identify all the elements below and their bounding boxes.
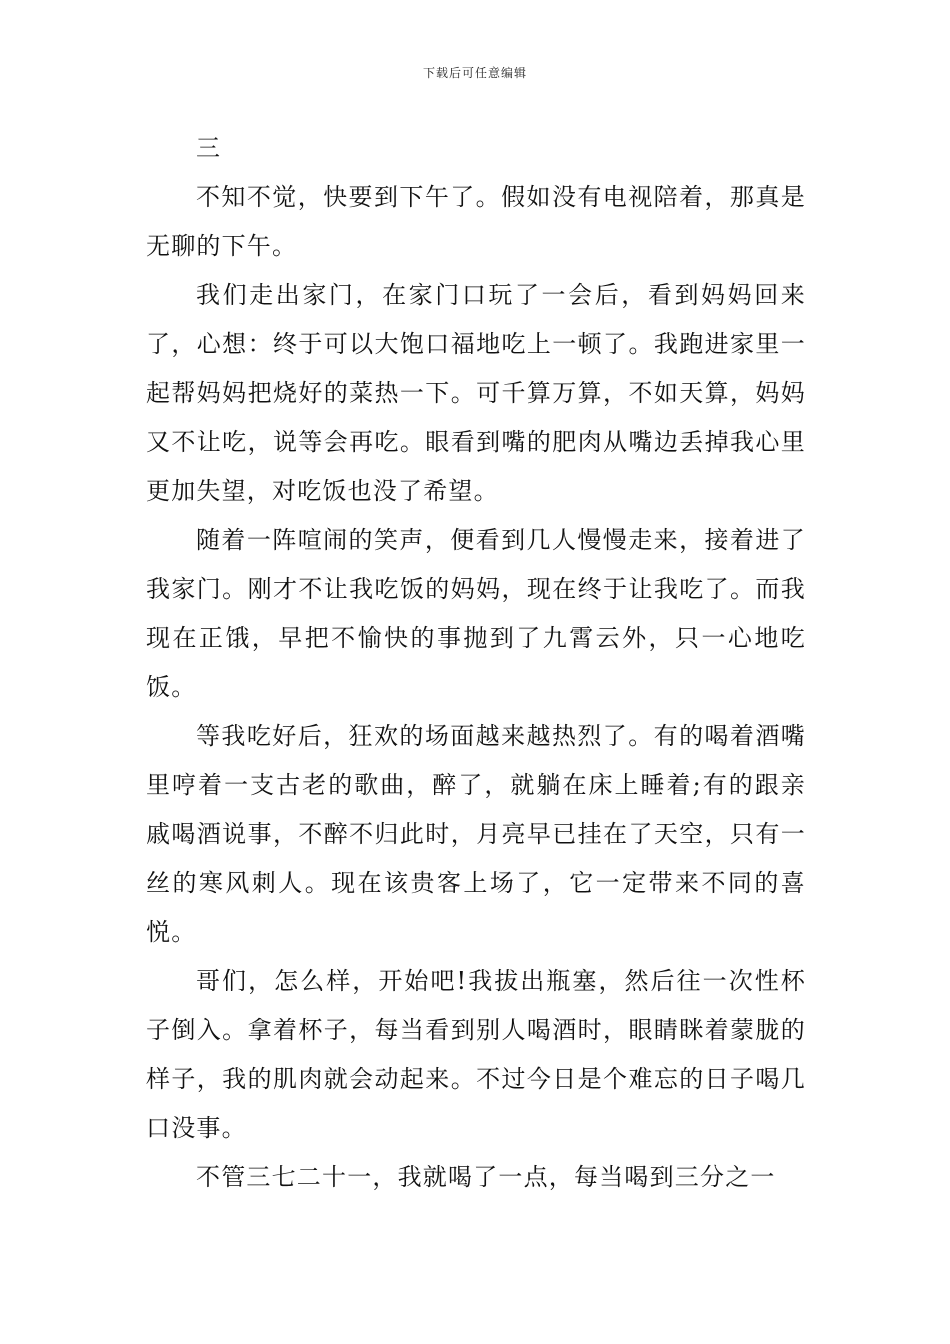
section-heading: 三 [196,134,222,162]
document-body [146,124,806,1202]
paragraph: 不管三七二十一，我就喝了一点，每当喝到三分之一 [196,1163,776,1191]
paragraph: 哥们，怎么样，开始吧!我拔出瓶塞，然后往一次性杯子倒入。拿着杯子，每当看到别人喝酒时，眼睛眯着蒙胧的样子，我的肌肉就会动起来。不过今日是个难忘的日子喝几口没事。 [146,967,806,1142]
paragraph: 我们走出家门，在家门口玩了一会后，看到妈妈回来了，心想：终于可以大饱口福地吃上一顿了。我跑进家里一起帮妈妈把烧好的菜热一下。可千算万算，不如天算，妈妈又不让吃，说等会再吃。眼看到嘴的肥肉从嘴边丢掉我心里更加失望，对吃饭也没了希望。 [146,281,806,505]
paragraph: 等我吃好后，狂欢的场面越来越热烈了。有的喝着酒嘴里哼着一支古老的歌曲，醉了，就躺在床上睡着;有的跟亲戚喝酒说事，不醉不归此时，月亮早已挂在了天空，只有一丝的寒风刺人。现在该贵客上场了，它一定带来不同的喜悦。 [146,722,806,946]
paragraph: 不知不觉，快要到下午了。假如没有电视陪着，那真是无聊的下午。 [146,183,806,260]
page-header: 下载后可任意编辑 [422,66,527,80]
paragraph: 随着一阵喧闹的笑声，便看到几人慢慢走来，接着进了我家门。刚才不让我吃饭的妈妈，现在终于让我吃了。而我现在正饿，早把不愉快的事抛到了九霄云外，只一心地吃饭。 [146,526,806,701]
